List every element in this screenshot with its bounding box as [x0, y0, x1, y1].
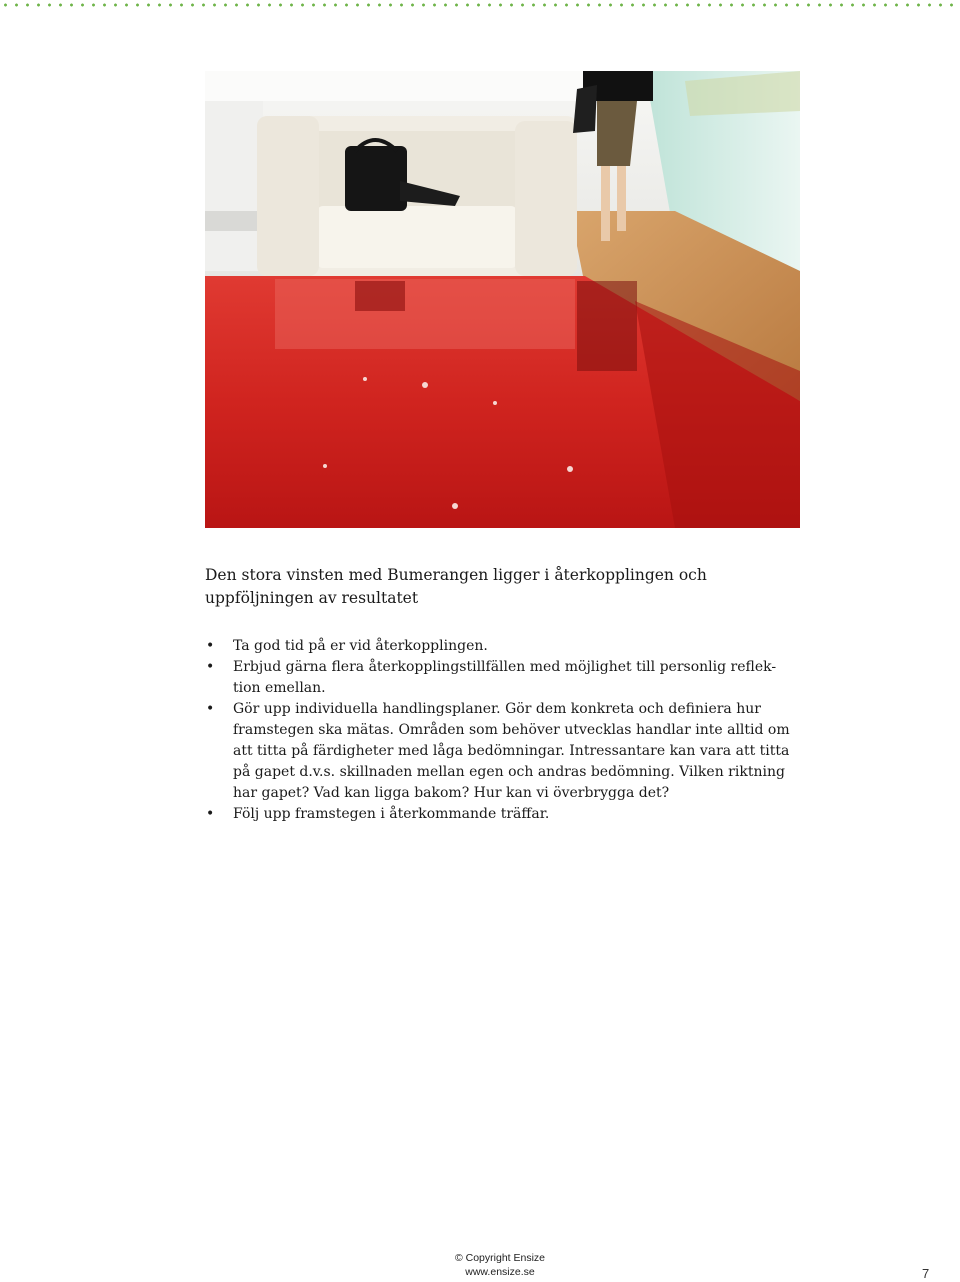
- copyright-text: © Copyright Ensize: [454, 1252, 546, 1264]
- section-heading-line-1: Den stora vinsten med Bumerangen ligger i återkopplingen och: [205, 566, 707, 584]
- bullet-dot-icon: •: [206, 638, 215, 654]
- list-item-text-line: framstegen ska mätas. Områden som behöver utvecklas handlar inte alltid om: [233, 722, 790, 738]
- list-item: [205, 636, 805, 657]
- website-url: www.ensize.se: [465, 1266, 535, 1278]
- bullet-dot-icon: •: [206, 701, 215, 717]
- photo-illustration: [205, 71, 800, 528]
- list-item: [205, 657, 805, 699]
- list-item-text-line: på gapet d.v.s. skillnaden mellan egen och andras bedömning. Vilken riktning: [233, 764, 785, 780]
- section-heading-line-2: uppföljningen av resultatet: [205, 589, 419, 607]
- list-item-text-line: Erbjud gärna flera återkopplingstillfällen med möjlighet till personlig reflek-: [233, 659, 777, 675]
- bullet-dot-icon: •: [206, 806, 215, 822]
- list-item-text-line: har gapet? Vad kan ligga bakom? Hur kan vi överbrygga det?: [233, 785, 670, 801]
- list-item: [205, 804, 805, 825]
- list-item-text-line: Gör upp individuella handlingsplaner. Gör dem konkreta och definiera hur: [233, 701, 761, 717]
- section-heading: [205, 564, 805, 610]
- list-item-text: Följ upp framstegen i återkommande träffar.: [233, 806, 550, 822]
- page-number: 7: [922, 1266, 930, 1281]
- list-item: [205, 699, 805, 804]
- decorative-dot-border: [0, 2, 960, 8]
- list-item-text: Ta god tid på er vid återkopplingen.: [233, 638, 488, 654]
- advice-bullet-list: [205, 636, 805, 825]
- bullet-dot-icon: •: [206, 659, 215, 675]
- list-item-text-line: tion emellan.: [233, 680, 326, 696]
- list-item-text-line: att titta på färdigheter med låga bedömningar. Intressantare kan vara att titta: [233, 743, 790, 759]
- photo-lobby-red-floor: [205, 71, 800, 528]
- page-footer: [440, 1251, 560, 1279]
